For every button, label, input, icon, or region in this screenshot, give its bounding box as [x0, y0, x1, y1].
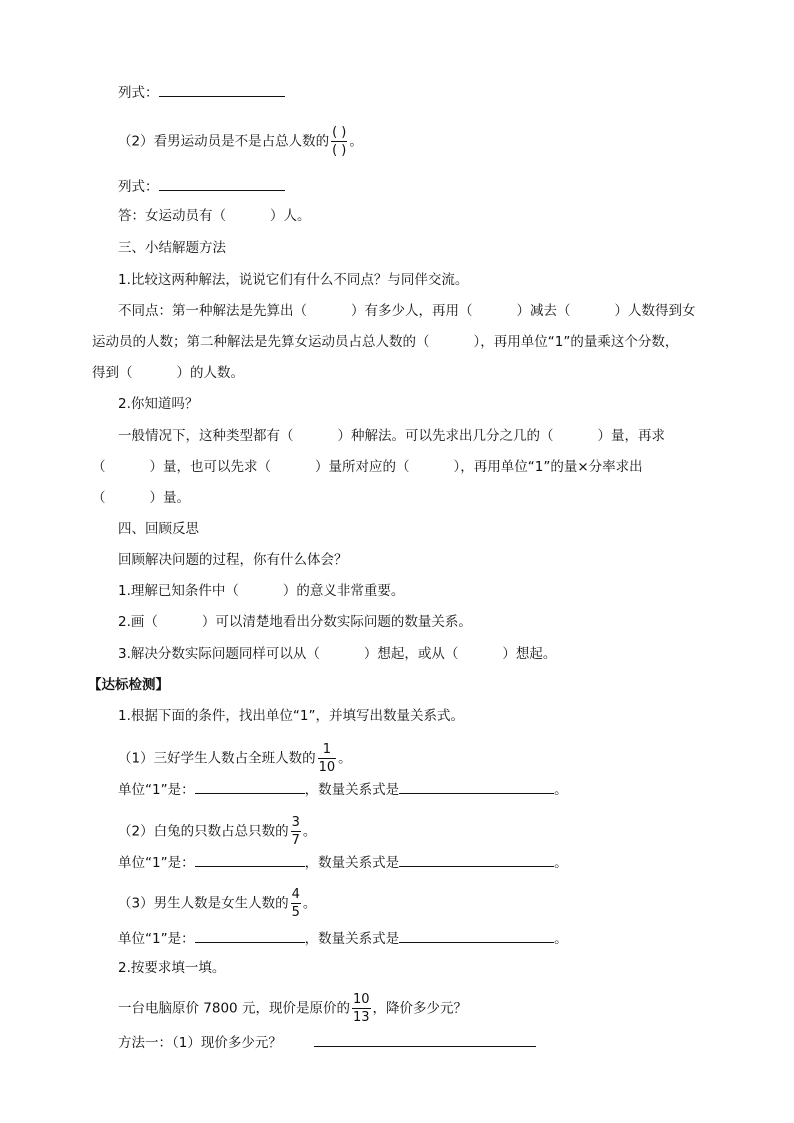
- question-2: （2）看男运动员是不是占总人数的 $\frac{( )}{( )}$ 。: [118, 125, 363, 158]
- know-line-3: （ ）量。: [92, 490, 190, 506]
- unit-blank[interactable]: [195, 852, 305, 867]
- reflection-2: 2.画（ ）可以清楚地看出分数实际问题的数量关系。: [118, 614, 472, 630]
- difference-line-2: 运动员的人数；第二种解法是先算女运动员占总人数的（ ），再用单位“1”的量乘这个分数，: [92, 334, 679, 350]
- fraction-1-10: $\frac{1}{10}$: [318, 742, 336, 775]
- answer-blank[interactable]: [159, 82, 285, 97]
- relation-blank[interactable]: [399, 852, 554, 867]
- section-4-question: 回顾解决问题的过程，你有什么体会？: [118, 552, 348, 568]
- check-question-1: 1.根据下面的条件，找出单位“1”，并填写出数量关系式。: [118, 708, 464, 724]
- condition-1: （1）三好学生人数占全班人数的 $\frac{1}{10}$ 。: [118, 742, 352, 775]
- condition-2: （2）白兔的只数占总只数的 $\frac{3}{7}$ 。: [118, 815, 317, 848]
- know-line-2: （ ）量，也可以先求（ ）量所对应的（ ），再用单位“1”的量×分率求出: [92, 459, 643, 475]
- method-1-blank[interactable]: [314, 1032, 536, 1047]
- fraction-3-7: $\frac{3}{7}$: [291, 815, 300, 848]
- formula-line-1: 列式：: [118, 82, 285, 103]
- relation-blank[interactable]: [399, 928, 554, 943]
- answer-line: 答：女运动员有（ ）人。: [118, 208, 311, 224]
- difference-line-3: 得到（ ）的人数。: [92, 365, 244, 381]
- problem-line: 一台电脑原价 7800 元，现价是原价的 $\frac{10}{13}$ ，降价多少元？: [118, 992, 467, 1025]
- condition-3: （3）男生人数是女生人数的 $\frac{4}{5}$ 。: [118, 887, 317, 920]
- know-line-1: 一般情况下，这种类型都有（ ）种解法。可以先求出几分之几的（ ）量，再求: [118, 428, 665, 444]
- check-question-2: 2.按要求填一填。: [118, 960, 226, 976]
- unit-line-3: 单位“1”是： ，数量关系式是 。: [118, 928, 568, 949]
- answer-blank[interactable]: [159, 176, 285, 191]
- unit-blank[interactable]: [195, 779, 305, 794]
- section-3-title: 三、小结解题方法: [118, 240, 226, 256]
- fraction-4-5: $\frac{4}{5}$: [291, 887, 300, 920]
- relation-blank[interactable]: [399, 779, 554, 794]
- reflection-3: 3.解决分数实际问题同样可以从（ ）想起，或从（ ）想起。: [118, 646, 557, 662]
- fraction-10-13: $\frac{10}{13}$: [352, 992, 370, 1025]
- method-1-line: 方法一：（1）现价多少元？: [118, 1032, 536, 1053]
- check-header: 【达标检测】: [88, 677, 169, 693]
- unit-line-1: 单位“1”是： ，数量关系式是 。: [118, 779, 568, 800]
- section-3-question-2: 2.你知道吗？: [118, 396, 199, 412]
- unit-line-2: 单位“1”是： ，数量关系式是 。: [118, 852, 568, 873]
- formula-line-2: 列式：: [118, 176, 285, 197]
- section-3-question-1: 1.比较这两种解法，说说它们有什么不同点？与同伴交流。: [118, 272, 469, 288]
- unit-blank[interactable]: [195, 928, 305, 943]
- reflection-1: 1.理解已知条件中（ ）的意义非常重要。: [118, 583, 405, 599]
- section-4-title: 四、回顾反思: [118, 521, 199, 537]
- fraction-blank: $\frac{( )}{( )}$: [332, 125, 347, 158]
- difference-line-1: 不同点：第一种解法是先算出（ ）有多少人，再用（ ）减去（ ）人数得到女: [118, 303, 696, 319]
